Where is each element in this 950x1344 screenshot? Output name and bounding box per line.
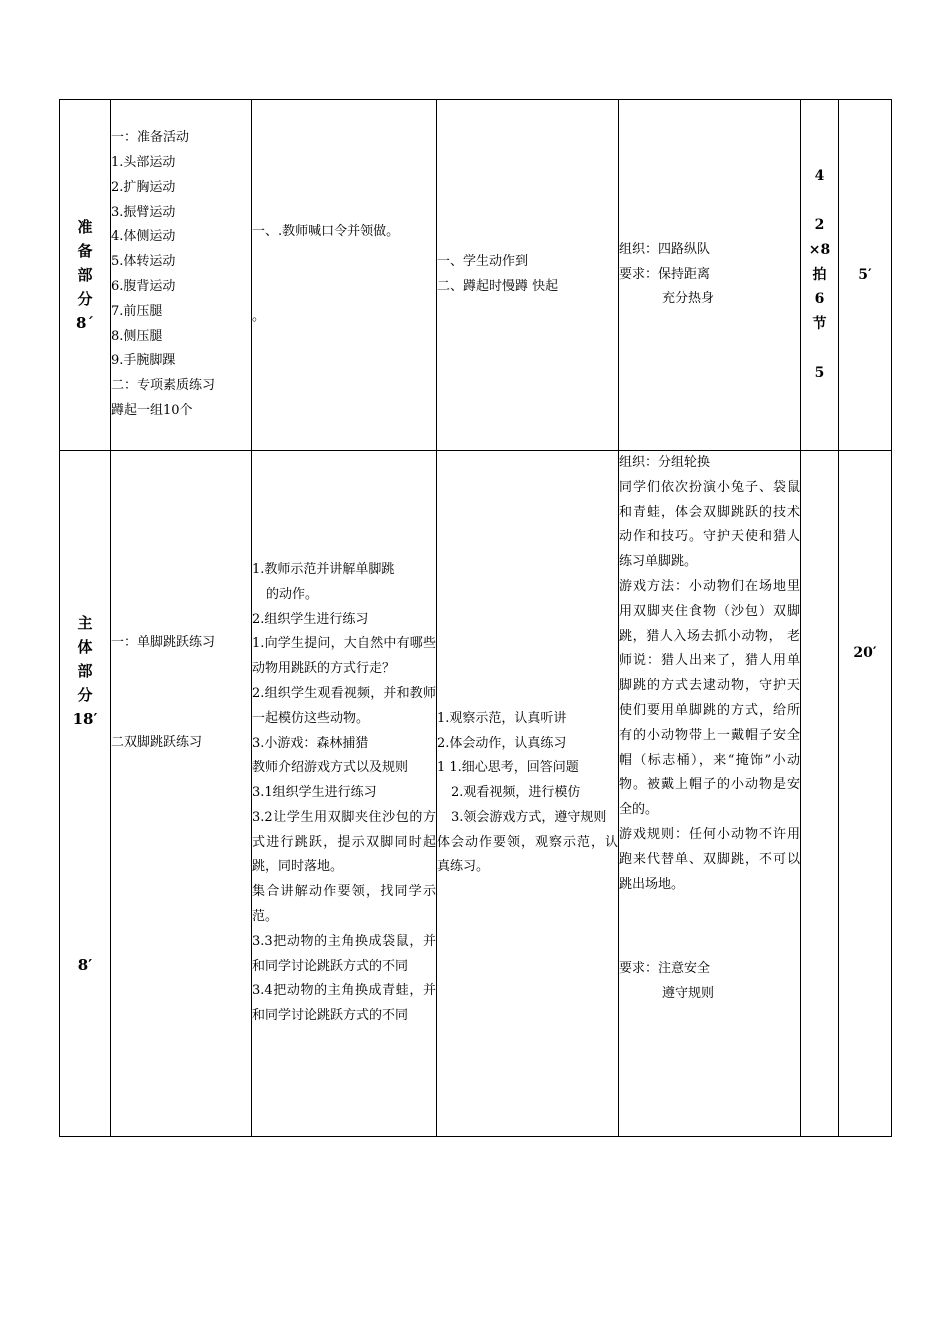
main-teacher-line: 教师介绍游戏方式以及规则 xyxy=(252,760,409,776)
prep-count xyxy=(801,100,839,451)
prep-content-line: 3.振臂运动 xyxy=(111,204,176,220)
prep-count-line: 6 xyxy=(814,291,825,308)
main-teacher-line: 3.2让学生用双脚夹住沙包的方式进行跳跃，提示双脚同时起跳，同时落地。 xyxy=(252,809,436,875)
main-row xyxy=(60,451,892,1137)
prep-organization xyxy=(619,100,801,451)
prep-section-time: 8´ xyxy=(76,314,94,332)
prep-teacher xyxy=(252,100,437,451)
main-org-line: 游戏规则：任何小动物不许用跑来代替单、双脚跳，不可以跳出场地。 xyxy=(619,826,800,892)
main-teacher-line: 3.1组织学生进行练习 xyxy=(252,785,377,801)
prep-content-line: 6.腹背运动 xyxy=(111,279,176,294)
prep-count-line: 4 xyxy=(814,168,825,185)
prep-student-line: 二、蹲起时慢蹲 快起 xyxy=(437,279,559,294)
main-time xyxy=(839,451,892,1137)
main-student-line: 体会动作要领，观察示范，认真练习。 xyxy=(437,834,618,875)
prep-section-char: 部 xyxy=(77,266,93,284)
main-student-line: 2.体会动作，认真练习 xyxy=(437,735,567,751)
prep-content-line: 4.体侧运动 xyxy=(111,229,176,245)
prep-student-line: 一、学生动作到 xyxy=(437,254,529,270)
main-organization xyxy=(619,451,801,1137)
prep-section-char: 分 xyxy=(77,290,93,308)
main-content xyxy=(111,451,252,1137)
prep-org-line: 充分热身 xyxy=(662,291,715,307)
main-section-time: 18′ xyxy=(72,709,98,728)
main-section-char: 主 xyxy=(77,613,93,632)
main-student-line: 1.观察示范，认真听讲 xyxy=(437,710,567,726)
main-time-value: 20′ xyxy=(853,645,877,661)
prep-content-line: 二：专项素质练习 xyxy=(111,378,216,394)
main-teacher-line: 1.向学生提问，大自然中有哪些动物用跳跃的方式行走？ xyxy=(252,636,436,677)
main-teacher-line: 2.组织学生观看视频，并和教师一起模仿这些动物。 xyxy=(252,685,436,726)
main-student-line: 3.领会游戏方式，遵守规则 xyxy=(451,809,607,825)
main-org-line: 要求：注意安全 xyxy=(619,961,711,977)
main-content-line: 一：单脚跳跃练习 xyxy=(111,635,216,651)
main-section-char: 分 xyxy=(77,685,93,704)
prep-section-char: 备 xyxy=(77,242,93,260)
prep-student xyxy=(437,100,619,451)
prep-row xyxy=(60,100,892,451)
main-sub-time: 8′ xyxy=(77,955,93,974)
prep-content-line: 5.体转运动 xyxy=(111,254,176,270)
prep-time-value: 5′ xyxy=(858,267,872,283)
main-teacher-line: 3.3把动物的主角换成袋鼠，并和同学讨论跳跃方式的不同 xyxy=(252,933,436,974)
main-section-char: 部 xyxy=(77,661,93,680)
main-org-line: 组织：分组轮换 xyxy=(619,455,711,470)
main-teacher-line: 的动作。 xyxy=(266,586,319,602)
main-section-char: 体 xyxy=(77,637,93,656)
prep-section-char: 准 xyxy=(77,218,93,236)
prep-content-line: 1.头部运动 xyxy=(111,155,176,171)
prep-count-line: 拍 xyxy=(812,266,827,283)
prep-org-line: 组织：四路纵队 xyxy=(619,241,711,257)
prep-content-line: 8.侧压腿 xyxy=(111,328,163,344)
prep-time xyxy=(839,100,892,451)
lesson-plan-table xyxy=(59,99,892,1137)
main-teacher-line: 3.4把动物的主角换成青蛙，并和同学讨论跳跃方式的不同 xyxy=(252,983,436,1024)
prep-teacher-line: 。 xyxy=(252,309,266,324)
main-count xyxy=(801,451,839,1137)
main-org-line: 遵守规则 xyxy=(662,986,715,1002)
prep-section-label xyxy=(60,100,111,451)
prep-count-line: ×8 xyxy=(808,241,831,258)
main-teacher-line: 1.教师示范并讲解单脚跳 xyxy=(252,561,395,577)
prep-content-line: 一：准备活动 xyxy=(111,130,190,146)
main-section-label xyxy=(60,451,111,1137)
prep-content-line: 蹲起一组10个 xyxy=(111,402,193,418)
prep-org-line: 要求：保持距离 xyxy=(619,266,711,282)
main-teacher-line: 3.小游戏：森林捕猎 xyxy=(252,735,369,751)
prep-content-line: 7.前压腿 xyxy=(111,303,163,319)
prep-teacher-line: 一、.教师喊口令并领做。 xyxy=(252,224,400,240)
main-org-line: 游戏方法：小动物们在场地里用双脚夹住食物（沙包）双脚跳，猎人入场去抓小动物， 老师说：猎人出来了，猎人用单脚跳的方式去逮动物，守护天使们要用单脚跳的方式，给所有的小动物带上一戴帽子安全帽（标志桶），来“掩饰”小动物。被戴上帽子的小动物是安全的。 xyxy=(619,578,800,818)
main-org-line: 同学们依次扮演小兔子、袋鼠和青蛙，体会双脚跳跃的技术动作和技巧。守护天使和猎人练习单脚跳。 xyxy=(619,479,800,570)
main-student-line: 1 1.细心思考，回答问题 xyxy=(437,760,579,776)
main-teacher-line: 集合讲解动作要领，找同学示范。 xyxy=(252,884,436,925)
prep-count-line: 5 xyxy=(814,364,825,381)
main-student-line: 2.观看视频，进行模仿 xyxy=(451,785,581,801)
main-teacher xyxy=(252,451,437,1137)
main-student xyxy=(437,451,619,1137)
prep-count-line: 2 xyxy=(814,217,825,233)
prep-content-line: 9.手腕脚踝 xyxy=(111,353,176,369)
prep-content-line: 2.扩胸运动 xyxy=(111,179,176,195)
main-teacher-line: 2.组织学生进行练习 xyxy=(252,611,369,627)
prep-count-line: 节 xyxy=(812,316,827,333)
main-content-line: 二双脚跳跃练习 xyxy=(111,735,203,750)
prep-content xyxy=(111,100,252,451)
